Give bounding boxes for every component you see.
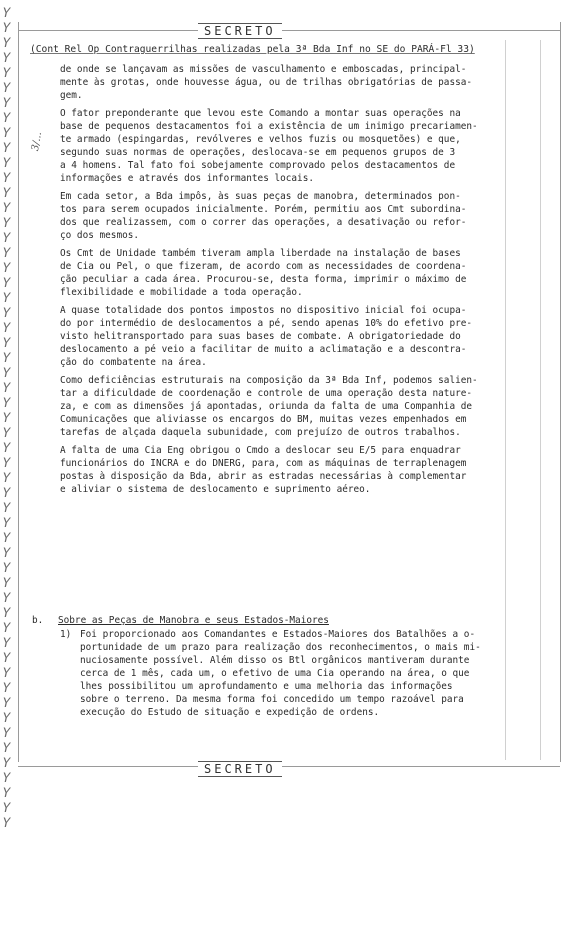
- binder-ring-mark: Y: [0, 6, 12, 21]
- text-line: Em cada setor, a Bda impôs, às suas peças de manobra, determinados pon-: [60, 191, 461, 202]
- binder-ring-mark: Y: [0, 396, 12, 411]
- binder-ring-mark: Y: [0, 576, 12, 591]
- binder-ring-mark: Y: [0, 756, 12, 771]
- text-line: visto helitransportado para suas bases de combate. A obrigatoriedade do: [60, 331, 461, 342]
- binder-ring-mark: Y: [0, 366, 12, 381]
- item-continuation-line: lhes possibilitou um aprofundamento e uma melhoria das informações: [80, 681, 453, 692]
- binder-ring-mark: Y: [0, 126, 12, 141]
- binder-ring-mark: Y: [0, 426, 12, 441]
- item-continuation-line: portunidade de um prazo para realização dos reconhecimentos, o mais mi-: [80, 642, 481, 653]
- binder-ring-mark: Y: [0, 471, 12, 486]
- text-line: ço dos mesmos.: [60, 230, 140, 241]
- text-line: informações e através dos informantes locais.: [60, 173, 314, 184]
- binder-ring-mark: Y: [0, 786, 12, 801]
- paragraph: [60, 63, 510, 102]
- section-b-items: [60, 628, 512, 719]
- binder-ring-mark: Y: [0, 501, 12, 516]
- binder-ring-mark: Y: [0, 306, 12, 321]
- item-continuation-line: execução do Estudo de situação e expedição de ordens.: [80, 707, 380, 718]
- binder-ring-mark: Y: [0, 186, 12, 201]
- section-b-title: Sobre as Peças de Manobra e seus Estados-Maiores: [58, 615, 329, 626]
- handwritten-margin-note: 3/...: [30, 131, 45, 152]
- binder-ring-mark: Y: [0, 546, 12, 561]
- page-header: (Cont Rel Op Contraguerrilhas realizadas pela 3ª Bda Inf no SE do PARÁ-Fl 33): [30, 44, 475, 55]
- text-line: za, e com as dimensões já apontadas, oriunda da falta de uma Companhia de: [60, 401, 473, 412]
- scan-streak: [540, 40, 541, 760]
- text-line: de onde se lançavam as missões de vasculhamento e emboscadas, principal-: [60, 64, 467, 75]
- item-continuation-line: cerca de 1 mês, cada um, o efetivo de uma Cia operando na área, o que: [80, 668, 470, 679]
- text-line: funcionários do INCRA e do DNERG, para, com as máquinas de terraplenagem: [60, 458, 467, 469]
- text-line: flexibilidade e mobilidade a toda operação.: [60, 287, 303, 298]
- binder-ring-mark: Y: [0, 666, 12, 681]
- binder-ring-mark: Y: [0, 21, 12, 36]
- binder-ring-mark: Y: [0, 486, 12, 501]
- text-line: Comunicações que aliviasse os encargos do BM, muitas vezes empenhados em: [60, 414, 467, 425]
- paragraph: [60, 247, 510, 299]
- binder-ring-mark: Y: [0, 66, 12, 81]
- binder-ring-mark: Y: [0, 336, 12, 351]
- binder-ring-mark: Y: [0, 291, 12, 306]
- binder-ring-mark: Y: [0, 651, 12, 666]
- binder-ring-mark: Y: [0, 711, 12, 726]
- binder-ring-mark: Y: [0, 441, 12, 456]
- text-line: Os Cmt de Unidade também tiveram ampla liberdade na instalação de bases: [60, 248, 461, 259]
- text-line: tarefas de alçada daquela subunidade, com prejuízo de outros trabalhos.: [60, 427, 461, 438]
- text-line: ção do combatente na área.: [60, 357, 207, 368]
- text-line: de Cia ou Pel, o que fizeram, de acordo com as necessidades de coordena-: [60, 261, 467, 272]
- section-b-item: [60, 628, 512, 641]
- paragraph: [60, 190, 510, 242]
- binder-ring-mark: Y: [0, 321, 12, 336]
- text-line: deslocamento a pé veio a facilitar de muito a aclimatação e a descontra-: [60, 344, 467, 355]
- binder-ring-mark: Y: [0, 816, 12, 831]
- text-line: te armado (espingardas, revólveres e velhos fuzis ou mosquetões) e que,: [60, 134, 461, 145]
- binder-ring-mark: Y: [0, 696, 12, 711]
- binder-ring-mark: Y: [0, 36, 12, 51]
- binder-ring-mark: Y: [0, 156, 12, 171]
- binder-ring-mark: Y: [0, 276, 12, 291]
- binder-ring-mark: Y: [0, 261, 12, 276]
- section-b: [32, 614, 512, 719]
- text-line: postas à disposição da Bda, abrir as estradas necessárias à complementar: [60, 471, 467, 482]
- binder-ring-mark: Y: [0, 51, 12, 66]
- text-line: ção peculiar a cada área. Procurou-se, desta forma, imprimir o máximo de: [60, 274, 467, 285]
- text-line: a 4 homens. Tal fato foi sobejamente comprovado pelos destacamentos de: [60, 160, 456, 171]
- binder-ring-mark: Y: [0, 231, 12, 246]
- paragraph: [60, 444, 510, 496]
- body-text: [60, 63, 510, 496]
- text-line: tos para serem ocupados inicialmente. Porém, permitiu aos Cmt subordina-: [60, 204, 467, 215]
- binder-ring-mark: Y: [0, 111, 12, 126]
- frame-left-border: [18, 22, 19, 762]
- binder-ring-mark: Y: [0, 96, 12, 111]
- binder-ring-mark: Y: [0, 516, 12, 531]
- binder-ring-mark: Y: [0, 531, 12, 546]
- item-first-line: Foi proporcionado aos Comandantes e Estados-Maiores dos Batalhões a o-: [80, 629, 476, 640]
- section-b-label: b.: [32, 615, 44, 626]
- text-line: tar a dificuldade de coordenação e controle de uma operação desta nature-: [60, 388, 473, 399]
- binder-ring-mark: Y: [0, 171, 12, 186]
- paragraph: [60, 107, 510, 185]
- frame-right-border: [560, 22, 561, 762]
- text-line: base de pequenos destacamentos foi a existência de um inimigo precariamen-: [60, 121, 478, 132]
- text-line: segundo suas normas de operações, deslocava-se em pequenos grupos de 3: [60, 147, 456, 158]
- binder-ring-mark: Y: [0, 81, 12, 96]
- item-continuation-line: nuciosamente possível. Além disso os Btl orgânicos mantiveram durante: [80, 655, 470, 666]
- text-line: O fator preponderante que levou este Comando a montar suas operações na: [60, 108, 461, 119]
- binder-ring-mark: Y: [0, 381, 12, 396]
- binder-ring-mark: Y: [0, 726, 12, 741]
- binder-ring-mark: Y: [0, 216, 12, 231]
- binder-ring-mark: Y: [0, 561, 12, 576]
- text-line: mente às grotas, onde houvesse água, ou de trilhas obrigatórias de passa-: [60, 77, 473, 88]
- frame-top-border: [18, 30, 560, 31]
- frame-bottom-border: [18, 766, 560, 767]
- binder-ring-mark: Y: [0, 606, 12, 621]
- classification-stamp-top: SECRETO: [198, 23, 282, 39]
- text-line: gem.: [60, 90, 83, 101]
- binder-ring-mark: Y: [0, 351, 12, 366]
- text-line: A falta de uma Cia Eng obrigou o Cmdo a deslocar seu E/5 para enquadrar: [60, 445, 461, 456]
- binder-ring-mark: Y: [0, 411, 12, 426]
- section-b-heading: [32, 614, 512, 628]
- binder-ring-mark: Y: [0, 456, 12, 471]
- item-continuation-line: sobre o terreno. Da mesma forma foi concedido um tempo razoável para: [80, 694, 464, 705]
- binder-ring-mark: Y: [0, 246, 12, 261]
- text-line: A quase totalidade dos pontos impostos no dispositivo inicial foi ocupa-: [60, 305, 467, 316]
- binder-ring-mark: Y: [0, 681, 12, 696]
- binder-ring-mark: Y: [0, 771, 12, 786]
- binder-ring-mark: Y: [0, 621, 12, 636]
- text-line: do por intermédio de deslocamentos a pé, sendo apenas 10% do efetivo pre-: [60, 318, 473, 329]
- item-number: 1): [60, 629, 72, 640]
- paragraph: [60, 374, 510, 439]
- binder-ring-mark: Y: [0, 741, 12, 756]
- text-line: e aliviar o sistema de deslocamento e suprimento aéreo.: [60, 484, 371, 495]
- binder-ring-mark: Y: [0, 636, 12, 651]
- binder-ring-mark: Y: [0, 141, 12, 156]
- binder-edge: [0, 0, 26, 830]
- text-line: Como deficiências estruturais na composição da 3ª Bda Inf, podemos salien-: [60, 375, 478, 386]
- text-line: dos que realizassem, com o correr das operações, a desativação ou refor-: [60, 217, 467, 228]
- classification-stamp-bottom: SECRETO: [198, 761, 282, 777]
- binder-ring-mark: Y: [0, 801, 12, 816]
- binder-ring-mark: Y: [0, 591, 12, 606]
- paragraph: [60, 304, 510, 369]
- binder-ring-mark: Y: [0, 201, 12, 216]
